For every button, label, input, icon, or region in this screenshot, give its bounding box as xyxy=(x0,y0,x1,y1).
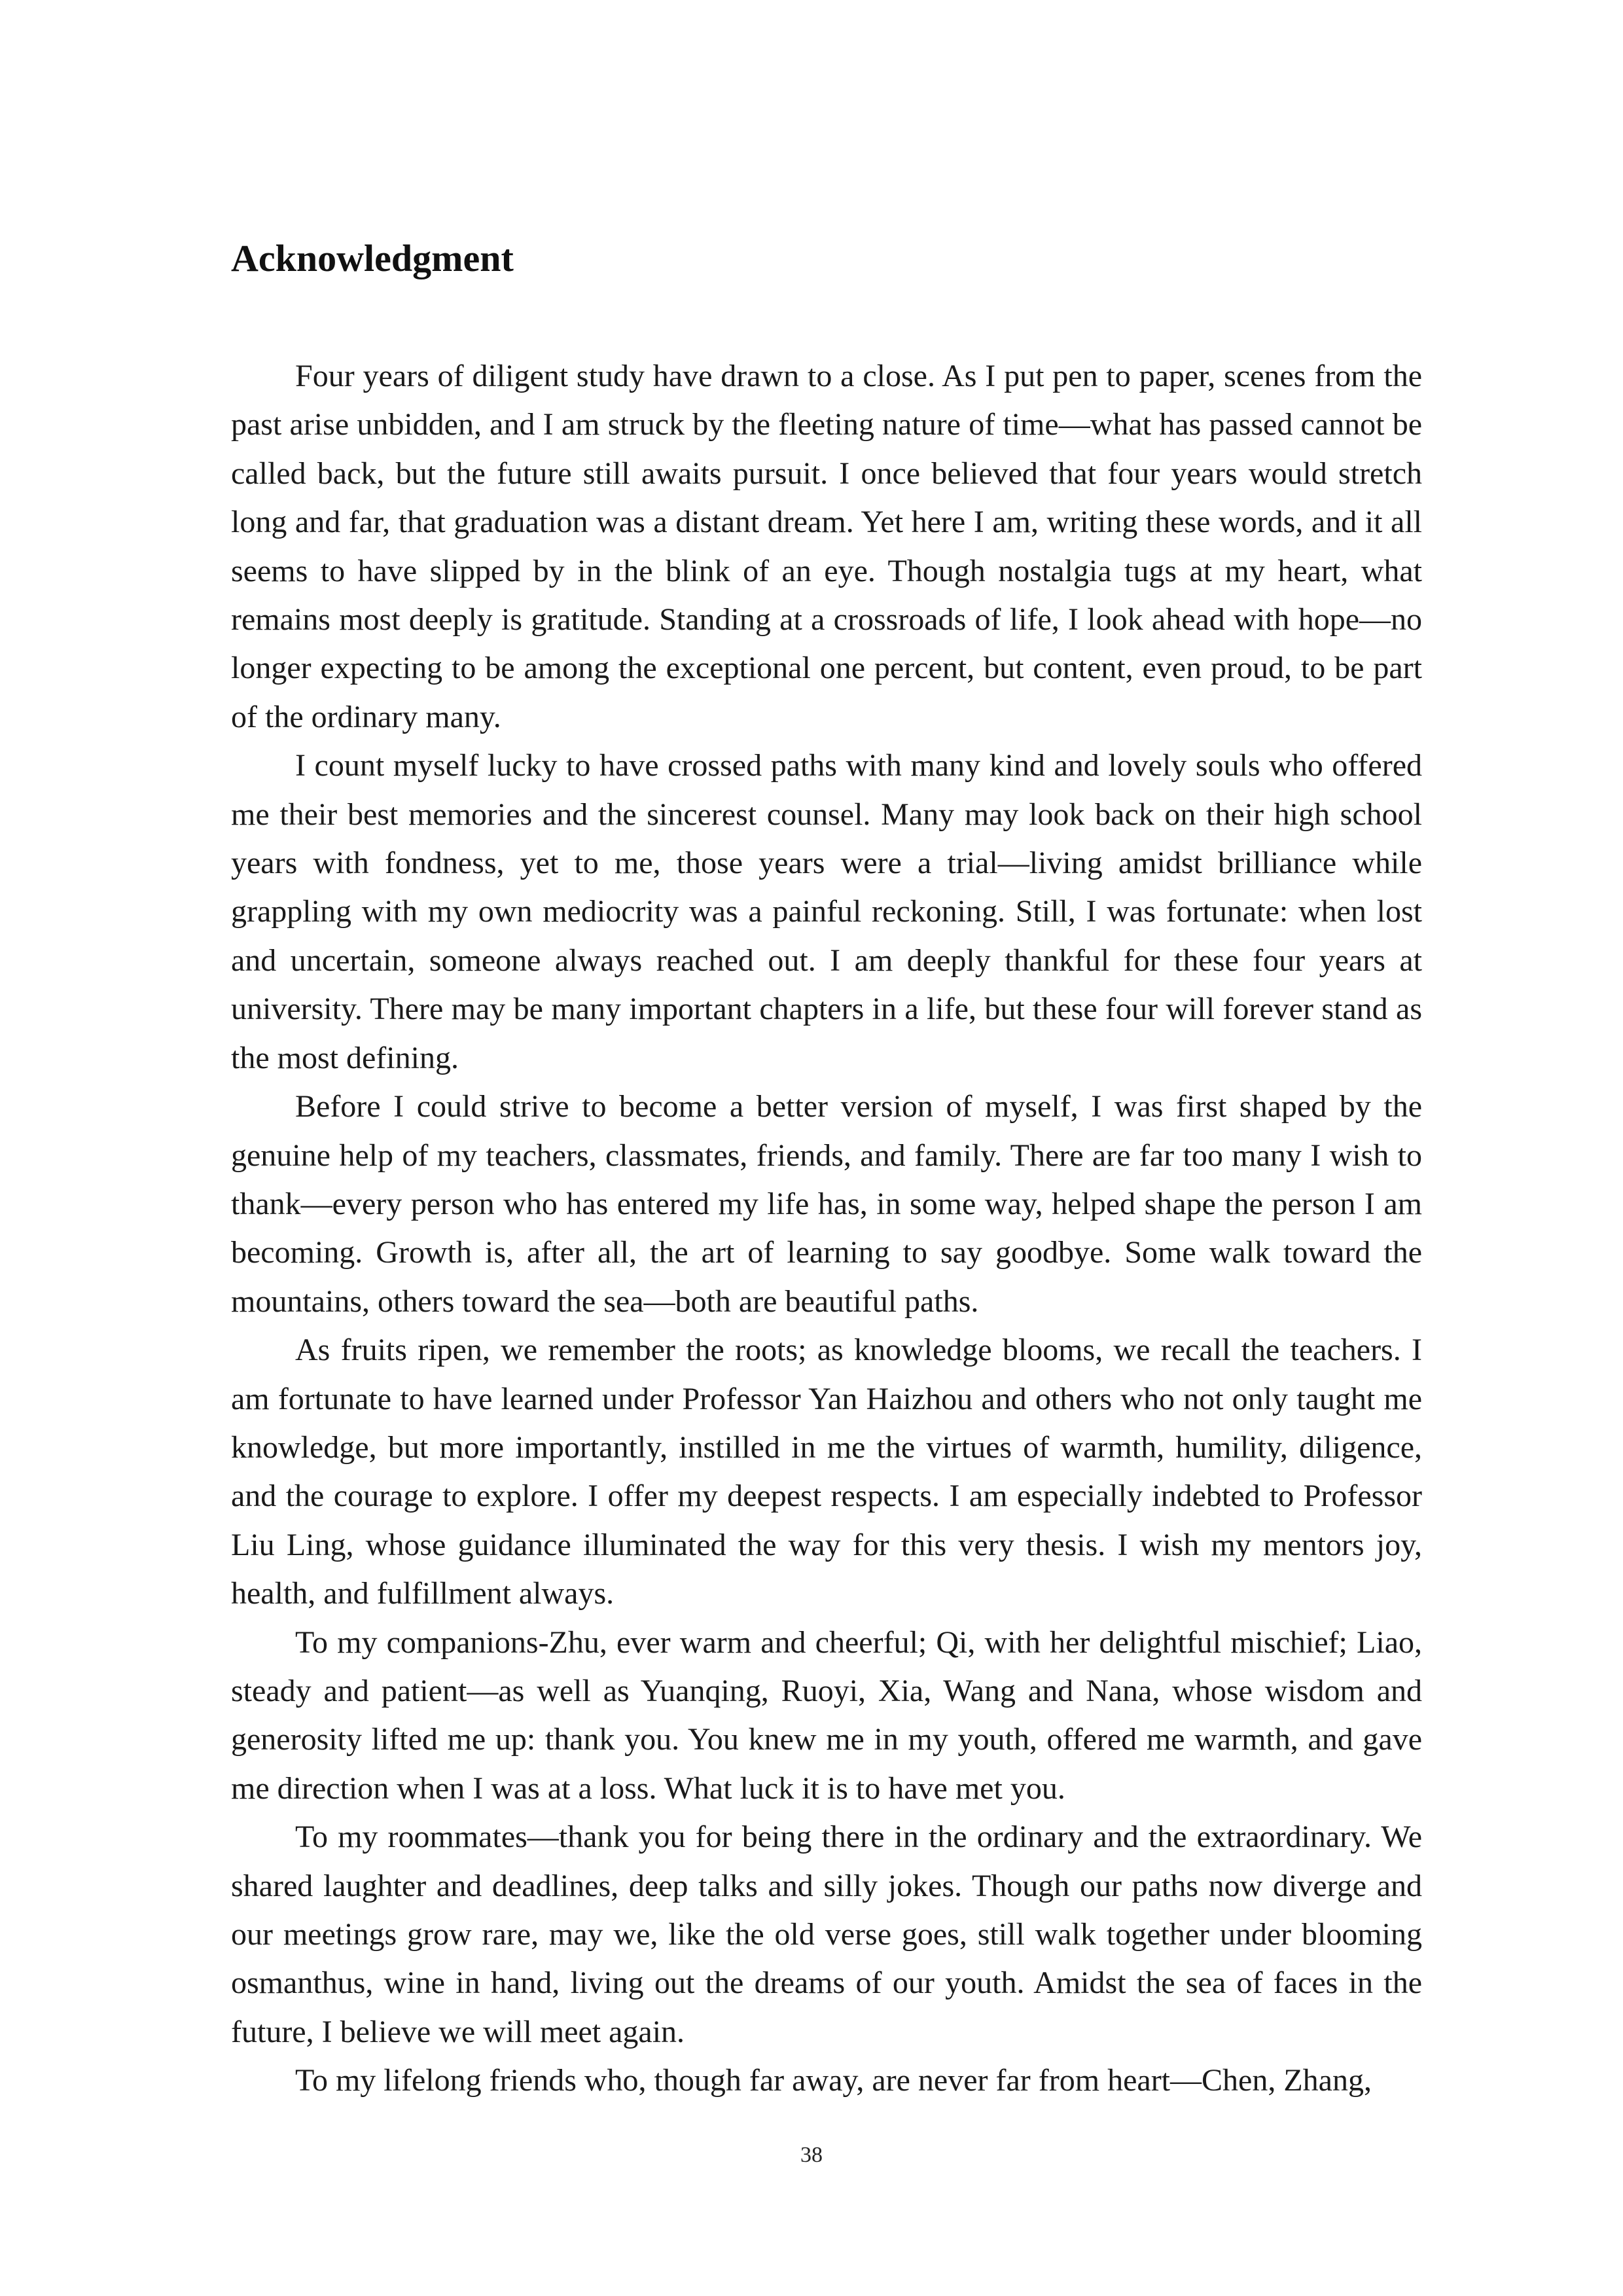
paragraph-6: To my roommates—thank you for being there in the ordinary and the extraordinary. We shared laughter and deadlines, deep talks and silly jokes. Though our paths now diverge and our meetings grow rare, may we, like the old verse goes, still walk together under blooming osmanthus, wine in hand, living out the dreams of our youth. Amidst the sea of faces in the future, I believe we will meet again. xyxy=(231,1820,1422,2049)
paragraph-3: Before I could strive to become a better version of myself, I was first shaped by the genuine help of my teachers, classmates, friends, and family. There are far too many I wish to thank—every person who has entered my life has, in some way, helped shape the person I am becoming. Growth is, after all, the art of learning to say goodbye. Some walk toward the mountains, others toward the sea—both are beautiful paths. xyxy=(231,1089,1422,1319)
page-number: 38 xyxy=(800,2143,823,2167)
paragraph-7: To my lifelong friends who, though far away, are never far from heart—Chen, Zhang, xyxy=(295,2063,1372,2098)
paragraph-2: I count myself lucky to have crossed paths with many kind and lovely souls who offered me their best memories and the sincerest counsel. Many may look back on their high school years with fondness, yet to me, those years were a trial—living amidst brilliance while grappling with my own mediocrity was a painful reckoning. Still, I was fortunate: when lost and uncertain, someone always reached out. I am deeply thankful for these four years at university. There may be many important chapters in a life, but these four will forever stand as the most defining. xyxy=(231,748,1422,1075)
section-heading: Acknowledgment xyxy=(231,237,514,279)
body-text xyxy=(231,352,1422,2106)
paragraph-1: Four years of diligent study have drawn to a close. As I put pen to paper, scenes from the past arise unbidden, and I am struck by the fleeting nature of time—what has passed cannot be called back, but the future still awaits pursuit. I once believed that four years would stretch long and far, that graduation was a distant dream. Yet here I am, writing these words, and it all seems to have slipped by in the blink of an eye. Though nostalgia tugs at my heart, what remains most deeply is gratitude. Standing at a crossroads of life, I look ahead with hope—no longer expecting to be among the exceptional one percent, but content, even proud, to be part of the ordinary many. xyxy=(231,359,1422,734)
paragraph-5: To my companions-Zhu, ever warm and cheerful; Qi, with her delightful mischief; Liao, steady and patient—as well as Yuanqing, Ruoyi, Xia, Wang and Nana, whose wisdom and generosity lifted me up: thank you. You knew me in my youth, offered me warmth, and gave me direction when I was at a loss. What luck it is to have met you. xyxy=(231,1624,1422,1806)
paragraph-4: As fruits ripen, we remember the roots; as knowledge blooms, we recall the teachers. I am fortunate to have learned under Professor Yan Haizhou and others who not only taught me knowledge, but more importantly, instilled in me the virtues of warmth, humility, diligence, and the courage to explore. I offer my deepest respects. I am especially indebted to Professor Liu Ling, whose guidance illuminated the way for this very thesis. I wish my mentors joy, health, and fulfillment always. xyxy=(231,1333,1422,1611)
